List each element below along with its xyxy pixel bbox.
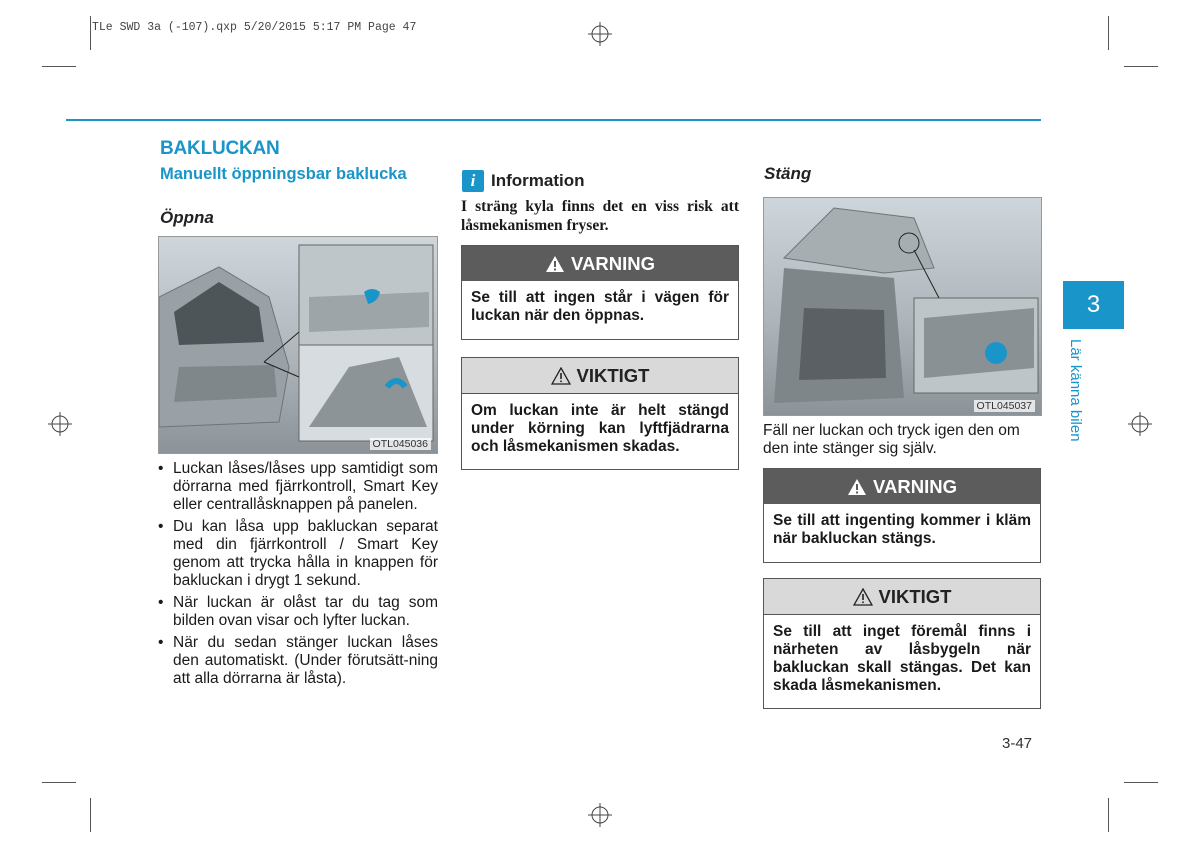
section-title: BAKLUCKAN [160, 138, 280, 159]
close-instruction: Fäll ner luckan och tryck igen den om den inte stänger sig själv. [763, 422, 1020, 457]
close-heading: Stäng [764, 164, 812, 183]
figure-code: OTL045036 [370, 438, 431, 450]
list-item: • När du sedan stänger luckan låses den automatiskt. (Under förutsätt-ning att alla dörrarna är låsta). [158, 634, 438, 687]
open-tailgate-illustration [764, 198, 1041, 415]
warning-box [461, 245, 739, 340]
registration-mark-icon [588, 803, 612, 827]
crop-mark [1124, 66, 1158, 67]
page-number: 3-47 [1002, 735, 1033, 752]
warning-triangle-icon [847, 478, 867, 496]
info-body: I sträng kyla finns det en viss risk att låsmekanismen fryser. [461, 198, 739, 234]
registration-mark-icon [1128, 412, 1152, 436]
subsection-heading: Manuellt öppningsbar baklucka [160, 165, 407, 183]
crop-mark [42, 66, 76, 67]
open-figure [158, 236, 438, 454]
crop-mark [90, 798, 91, 832]
car-rear-illustration [159, 237, 437, 453]
warning-header: VARNING [462, 246, 738, 281]
caution-triangle-icon [853, 588, 873, 606]
info-heading: i Information [462, 170, 585, 192]
notice-header: VIKTIGT [462, 358, 738, 394]
warning-header: VARNING [764, 469, 1040, 504]
crop-mark [1124, 782, 1158, 783]
registration-mark-icon [588, 22, 612, 46]
warning-body: Se till att ingenting kommer i kläm när bakluckan stängs. [773, 512, 1031, 547]
notice-box [763, 578, 1041, 709]
crop-mark [42, 782, 76, 783]
crop-mark [1108, 16, 1109, 50]
notice-body: Se till att inget föremål finns i närheten av låsbygeln när bakluckan skall stängas. Det kan skada låsmekanismen. [773, 623, 1031, 694]
notice-box [461, 357, 739, 470]
list-item: • När luckan är olåst tar du tag som bilden ovan visar och lyfter luckan. [158, 594, 438, 629]
open-bullet-list [158, 460, 438, 692]
close-figure [763, 197, 1042, 416]
warning-body: Se till att ingen står i vägen för luckan när den öppnas. [471, 289, 729, 324]
print-header: TLe SWD 3a (-107).qxp 5/20/2015 5:17 PM Page 47 [92, 21, 417, 34]
warning-box [763, 468, 1041, 563]
list-item: • Du kan låsa upp bakluckan separat med din fjärrkontroll / Smart Key genom att trycka hålla in knappen för bakluckan i drygt 1 sekund. [158, 518, 438, 589]
crop-mark [1108, 798, 1109, 832]
notice-body: Om luckan inte är helt stängd under körning kan lyftfjädrarna och låsmekanismen skadas. [471, 402, 729, 455]
figure-code: OTL045037 [974, 400, 1035, 412]
notice-header: VIKTIGT [764, 579, 1040, 615]
warning-triangle-icon [545, 255, 565, 273]
info-icon: i [462, 170, 484, 192]
list-item: • Luckan låses/låses upp samtidigt som dörrarna med fjärrkontroll, Smart Key eller centrallåsknappen på panelen. [158, 460, 438, 513]
chapter-tab: 3 [1063, 281, 1124, 329]
crop-mark [90, 16, 91, 50]
chapter-label: Lär känna bilen [1067, 339, 1084, 442]
open-heading: Öppna [160, 208, 214, 227]
registration-mark-icon [48, 412, 72, 436]
caution-triangle-icon [551, 367, 571, 385]
top-rule [66, 119, 1041, 121]
